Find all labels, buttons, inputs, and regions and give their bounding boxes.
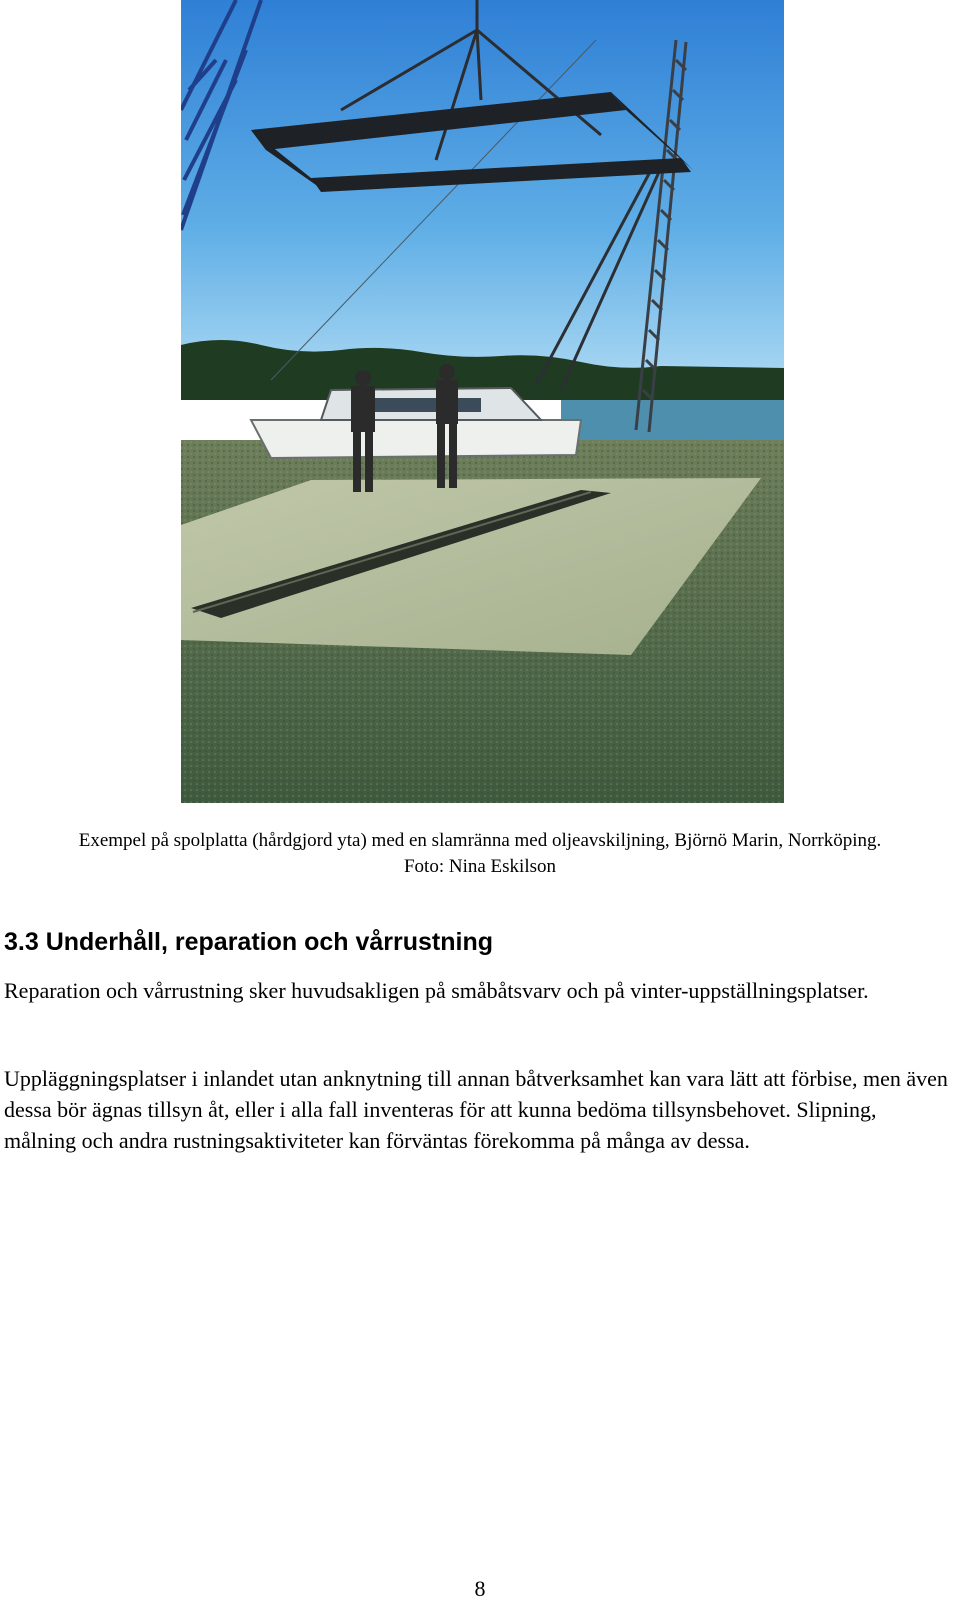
photo-illustration <box>181 0 784 803</box>
photo-caption: Exempel på spolplatta (hårdgjord yta) med en slamränna med oljeavskiljning, Björnö Marin, Norrköping. <box>78 830 882 851</box>
paragraph-upplaggningsplatser: Uppläggningsplatser i inlandet utan anknytning till annan båtverksamhet kan vara lätt att förbise, men även dessa bör ägnas tillsyn åt, eller i alla fall inventeras för att kunna bedöma tillsynsbehovet. Slipning, målning och andra rustningsaktiviteter kan förväntas förekomma på många av dessa. <box>4 1066 948 1153</box>
section-heading: 3.3 Underhåll, reparation och vårrustning <box>4 928 494 956</box>
photo-credit: Foto: Nina Eskilson <box>403 856 556 877</box>
photo-spolplatta <box>181 0 784 803</box>
paragraph-reparation: Reparation och vårrustning sker huvudsakligen på småbåtsvarv och på vinter-uppställningsplatser. <box>4 978 869 1003</box>
page-number: 8 <box>474 1576 486 1601</box>
